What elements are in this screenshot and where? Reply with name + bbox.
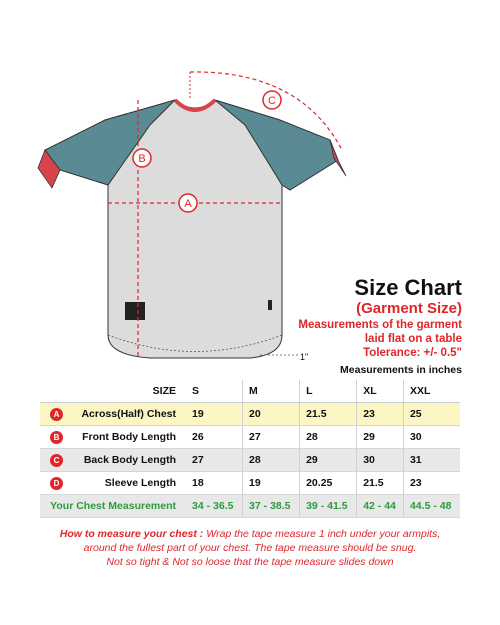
size-col-l: L xyxy=(300,380,357,403)
table-cell: 26 xyxy=(186,426,243,449)
page-subtitle: (Garment Size) xyxy=(356,300,462,317)
row-label: A Across(Half) Chest xyxy=(40,403,186,426)
howto-line-1: Wrap the tape measure 1 inch under your armpits, xyxy=(203,528,441,540)
units-caption: Measurements in inches xyxy=(340,364,462,376)
table-cell: 39 - 41.5 xyxy=(300,495,357,518)
table-cell: 23 xyxy=(403,472,460,495)
table-cell: 42 - 44 xyxy=(357,495,404,518)
size-table xyxy=(40,380,460,518)
row-label: D Sleeve Length xyxy=(40,472,186,495)
how-to-measure-note xyxy=(20,527,480,569)
table-cell: 37 - 38.5 xyxy=(243,495,300,518)
title-block xyxy=(298,276,462,360)
size-header: SIZE xyxy=(40,380,186,403)
marker-a-icon: A xyxy=(50,408,63,421)
table-cell: 19 xyxy=(243,472,300,495)
table-cell: 23 xyxy=(357,403,404,426)
size-col-m: M xyxy=(243,380,300,403)
table-cell: 21.5 xyxy=(300,403,357,426)
table-cell: 31 xyxy=(403,449,460,472)
marker-a-label: A xyxy=(184,198,192,210)
table-cell: 20 xyxy=(243,403,300,426)
size-col-s: S xyxy=(186,380,243,403)
table-cell: 29 xyxy=(300,449,357,472)
table-cell: 21.5 xyxy=(357,472,404,495)
table-cell: 34 - 36.5 xyxy=(186,495,243,518)
table-cell: 27 xyxy=(243,426,300,449)
howto-line-3: Not so tight & Not so loose that the tape measure slides down xyxy=(106,556,394,568)
table-row xyxy=(40,449,460,472)
row-label: B Front Body Length xyxy=(40,426,186,449)
table-cell: 18 xyxy=(186,472,243,495)
hem-label: 1" xyxy=(300,352,309,362)
table-cell: 25 xyxy=(403,403,460,426)
howto-line-2: around the fullest part of your chest. The tape measure should be snug. xyxy=(83,542,417,554)
hem-tag xyxy=(125,302,145,320)
table-row xyxy=(40,495,460,518)
marker-c-icon: C xyxy=(50,454,63,467)
row-label: Your Chest Measurement xyxy=(40,495,186,518)
page-title: Size Chart xyxy=(354,275,462,300)
note-line-1: Measurements of the garment xyxy=(298,319,462,331)
table-cell: 27 xyxy=(186,449,243,472)
table-cell: 30 xyxy=(357,449,404,472)
table-cell: 28 xyxy=(300,426,357,449)
table-cell: 28 xyxy=(243,449,300,472)
table-cell: 30 xyxy=(403,426,460,449)
table-cell: 19 xyxy=(186,403,243,426)
marker-b-label: B xyxy=(138,153,146,165)
table-row xyxy=(40,403,460,426)
size-col-xxl: XXL xyxy=(403,380,460,403)
table-cell: 44.5 - 48 xyxy=(403,495,460,518)
table-row xyxy=(40,426,460,449)
marker-b-icon: B xyxy=(50,431,63,444)
marker-d-icon: D xyxy=(50,477,63,490)
marker-c-label: C xyxy=(268,95,276,107)
row-label: C Back Body Length xyxy=(40,449,186,472)
size-col-xl: XL xyxy=(357,380,404,403)
note-line-2: laid flat on a table xyxy=(364,333,462,345)
table-row xyxy=(40,472,460,495)
table-cell: 20.25 xyxy=(300,472,357,495)
note-line-3: Tolerance: +/- 0.5" xyxy=(363,347,462,359)
table-cell: 29 xyxy=(357,426,404,449)
howto-lead: How to measure your chest : xyxy=(59,528,204,540)
table-header-row xyxy=(40,380,460,403)
